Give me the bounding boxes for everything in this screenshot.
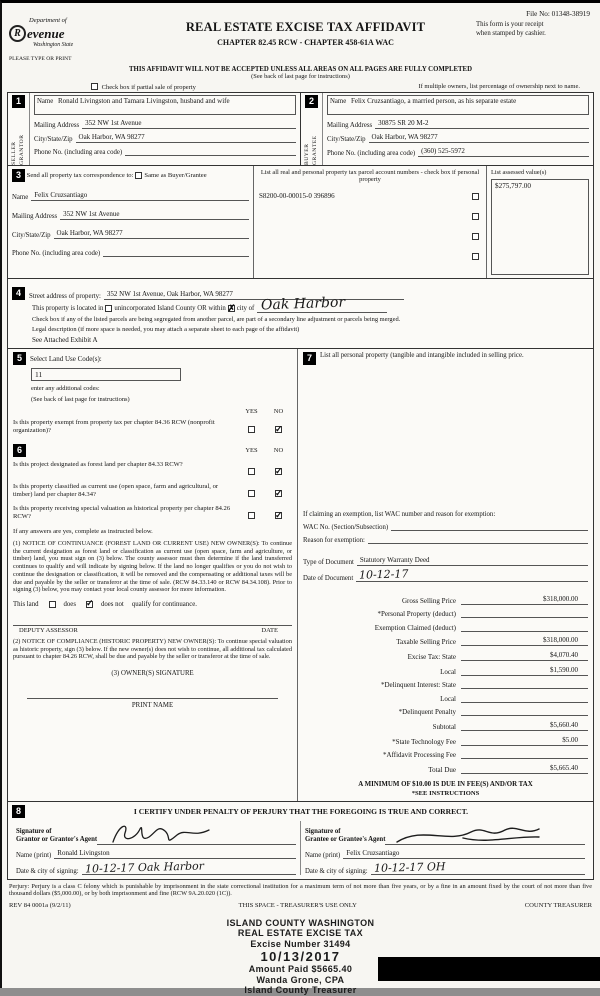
grantee-signature-label: [305, 828, 385, 845]
stamp-amount-paid: Amount Paid $5665.40: [248, 964, 353, 975]
yes-header: YES: [245, 408, 258, 415]
send-correspondence-label: Send all property tax correspondence to:: [26, 172, 134, 179]
buyer-phone-label: Phone No. (including area code): [327, 150, 416, 157]
personal-property-label: List all personal property (tangible and intangible included in selling price.: [320, 352, 524, 359]
doc-date-value[interactable]: [356, 567, 588, 582]
logo-dept-text: Department of: [29, 17, 67, 24]
buyer-name-value: Felix Cruzsantiago, a married person, as his separate estate: [350, 97, 517, 105]
deputy-assessor-label: DEPUTY ASSESSOR: [19, 626, 78, 634]
section5-see-back-note: (See back of last page for instructions): [31, 396, 130, 403]
property-location-section: [7, 278, 594, 349]
fin-row-total-due: [303, 764, 588, 774]
fin-row-value[interactable]: $1,590.00: [461, 666, 588, 676]
signature-of-label: Signature of: [16, 827, 52, 835]
partial-sale-label: Check box if partial sale of property: [101, 84, 196, 91]
grantee-side-label: GRANTEE: [312, 135, 318, 165]
parcel-personal-checkbox-1[interactable]: [472, 193, 479, 200]
section-5-number: 5: [13, 352, 26, 365]
owner-signature-label: (3) OWNER(S) SIGNATURE: [111, 670, 194, 678]
notice-continuance-body: NEW OWNER(S): To continue the current designation as forest land or classification as current use (open space, farm and agriculture, or timber) land, you must sign on (3) below. The county assessor must then determine if the land transferred continues to qualify and will indicate by signing below. If the land no longer qualifies or you do not wish to continue the designation or classification, it will be removed and the compensating or additional taxes will be due and payable by the seller or transferor at the time of sale. (RCW 84.33.140 or RCW 84.34.108). Prior to signing (3) below, you may contact your local county assessor for more information.: [13, 540, 292, 594]
correspondence-section: [7, 165, 594, 279]
deputy-assessor-line[interactable]: [13, 625, 292, 634]
signature-of-label: Signature of: [305, 827, 341, 835]
land-does-not-checkbox[interactable]: [86, 601, 93, 608]
same-as-buyer-label: Same as Buyer/Grantee: [144, 172, 207, 179]
corr-mailing-value[interactable]: 352 NW 1st Avenue: [60, 210, 249, 220]
current-use-yes-checkbox[interactable]: [248, 490, 255, 497]
notice-continuance-paragraph: [13, 540, 292, 594]
redaction-bar: [378, 957, 600, 981]
exempt-no-checkbox[interactable]: [275, 426, 282, 433]
fin-row-value[interactable]: $5,660.40: [461, 721, 588, 731]
section-2-number: 2: [305, 95, 318, 108]
fin-row-label: Local: [440, 694, 456, 703]
logo-name-text: evenue: [27, 25, 65, 41]
exempt-yes-checkbox[interactable]: [248, 426, 255, 433]
land-does-checkbox[interactable]: [49, 601, 56, 608]
fin-row-label: Exemption Claimed (deduct): [374, 623, 456, 632]
fin-row-value[interactable]: [461, 609, 588, 618]
deputy-date-label: DATE: [261, 626, 278, 634]
reason-exemption-label: Reason for exemption:: [303, 537, 365, 544]
section-7-number: 7: [303, 352, 316, 365]
fin-row-label: Local: [440, 667, 456, 676]
seller-phone-value[interactable]: [125, 147, 296, 156]
parcel-personal-checkbox-3[interactable]: [472, 233, 479, 240]
fin-row-taxable: [303, 636, 588, 646]
grantor-date-city-value[interactable]: [82, 859, 296, 876]
fin-row-label: *Delinquent Interest: State: [380, 681, 456, 690]
dor-logo: [7, 17, 135, 62]
parcel-number-value[interactable]: S8200-00-00015-0 396896: [259, 192, 335, 200]
current-use-no-checkbox[interactable]: [275, 490, 282, 497]
land-use-code-input[interactable]: 11: [31, 368, 181, 381]
doc-date-label: Date of Document: [303, 575, 354, 582]
fin-row-value[interactable]: $318,000.00: [461, 595, 588, 605]
segregated-note: Check box if any of the listed parcels are being segregated from another parcel, are part of a secondary line adjustment or parcels being merged.: [32, 316, 401, 323]
fin-row-label: *State Technology Fee: [392, 737, 456, 746]
corr-phone-label: Phone No. (including area code): [12, 250, 101, 257]
grantee-date-city-value[interactable]: [371, 859, 585, 875]
section-1-number: 1: [12, 95, 25, 108]
form-title: REAL ESTATE EXCISE TAX AFFIDAVIT: [185, 20, 426, 34]
grantor-agent-label: Grantor or Grantor's Agent: [16, 836, 98, 844]
grantee-agent-label: Grantee or Grantee's Agent: [305, 836, 386, 844]
legal-description-label: Legal description (if more space is needed, you may attach a separate sheet to each page of the affidavit): [32, 326, 300, 333]
fin-row-excise-local: [303, 666, 588, 676]
grantor-name-print-value[interactable]: Ronald Livingston: [54, 849, 296, 859]
fin-row-gross: [303, 595, 588, 605]
if-yes-note: If any answers are yes, complete as instructed below.: [13, 528, 153, 535]
personal-property-blank-area[interactable]: [303, 365, 588, 511]
fin-row-label: *Delinquent Penalty: [398, 708, 456, 717]
assessed-value-box[interactable]: [491, 179, 589, 275]
section-6-number: 6: [13, 444, 26, 457]
land-use-label: Select Land Use Code(s):: [30, 354, 102, 363]
grantor-signature-line[interactable]: [97, 821, 296, 845]
seller-rail: [8, 93, 30, 165]
fin-row-value[interactable]: $4,070.40: [461, 651, 588, 661]
historic-yes-checkbox[interactable]: [248, 512, 255, 519]
city-of-checkbox[interactable]: [228, 305, 235, 312]
grantee-date-city-handwritten: 10-12-17 OH: [373, 859, 446, 875]
fin-row-processing-fee: [303, 750, 588, 759]
forest-land-question-row: [13, 461, 292, 479]
grantee-name-print-label: Name (print): [305, 851, 341, 859]
fin-row-value[interactable]: $5.00: [461, 736, 588, 746]
exemption-note: If claiming an exemption, list WAC number and reason for exemption:: [303, 511, 496, 518]
seller-mailing-label: Mailing Address: [34, 122, 80, 129]
print-name-label: PRINT NAME: [131, 702, 174, 710]
form-footer-row: [7, 902, 594, 909]
grantor-side-label: GRANTOR: [19, 134, 25, 165]
street-address-value[interactable]: 352 NW 1st Avenue, Oak Harbor, WA 98277: [104, 290, 404, 300]
exempt-question: Is this property exempt from property tax per chapter 84.36 RCW (nonprofit organization)?: [13, 419, 215, 434]
seller-city-label: City/State/Zip: [34, 136, 73, 143]
seller-side-label: SELLER: [11, 141, 17, 165]
stamp-tax-title: REAL ESTATE EXCISE TAX: [237, 928, 364, 939]
street-address-label: Street address of property:: [29, 293, 101, 300]
please-type-note: PLEASE TYPE OR PRINT: [9, 56, 72, 62]
owner-signature-line[interactable]: [27, 677, 278, 699]
wac-label: WAC No. (Section/Subsection): [303, 524, 389, 531]
additional-codes-label: enter any additional codes:: [31, 385, 100, 392]
buyer-name-label: Name: [330, 98, 347, 105]
grantee-date-city-label: Date & city of signing:: [305, 867, 368, 875]
corr-phone-value[interactable]: [103, 248, 249, 257]
current-use-question: Is this property classified as current use (open space, farm and agricultural, or timber) land per chapter 84.34?: [13, 483, 219, 498]
section-8-number: 8: [12, 805, 25, 818]
section6-header: [13, 444, 292, 457]
fin-row-label: Taxable Selling Price: [396, 638, 456, 647]
partial-sale-checkbox[interactable]: [91, 83, 98, 90]
revenue-logo-icon: [9, 25, 26, 42]
fin-row-label: Excise Tax: State: [407, 652, 456, 661]
buyer-mailing-label: Mailing Address: [327, 122, 373, 129]
parcel-personal-checkbox-4[interactable]: [472, 253, 479, 260]
grantee-name-print-value[interactable]: Felix Cruzsantiago: [343, 849, 585, 859]
logo-initial: R: [14, 28, 21, 39]
current-use-question-row: [13, 483, 292, 501]
buyer-mailing-value[interactable]: 30875 SR 20 M-2: [375, 119, 589, 129]
rev-form-number: REV 84 0001a (9/2/11): [9, 901, 71, 909]
fin-row-value[interactable]: [461, 750, 588, 759]
form-chapter: CHAPTER 82.45 RCW - CHAPTER 458-61A WAC: [217, 38, 394, 47]
seller-city-value[interactable]: Oak Harbor, WA 98277: [76, 133, 296, 143]
grantor-signature-block: [12, 821, 300, 875]
located-pre-label: This property is located in: [32, 304, 104, 312]
stamp-county: ISLAND COUNTY WASHINGTON: [226, 917, 375, 928]
fin-row-label: Total Due: [428, 765, 456, 774]
partial-sale-row: [89, 83, 196, 91]
buyer-name-field[interactable]: [327, 95, 589, 115]
buyer-phone-value[interactable]: (360) 525-5972: [418, 147, 589, 157]
does-not-label: does not: [100, 600, 124, 608]
receipt-note: [476, 17, 594, 62]
grantee-signature-line[interactable]: [385, 821, 585, 845]
corr-city-value[interactable]: Oak Harbor, WA 98277: [54, 229, 249, 239]
seller-name-label: Name: [37, 98, 54, 105]
corr-city-label: City/State/Zip: [12, 232, 51, 239]
doc-date-handwritten: 10-12-17: [359, 567, 409, 582]
qualify-label: qualify for continuance.: [131, 600, 197, 608]
historic-question: Is this property receiving special valuation as historical property per chapter 84.26 RCW?: [13, 505, 231, 520]
city-of-handwritten-value: Oak Harbor: [261, 294, 346, 314]
notice-compliance-body: NEW OWNER(S): To continue special valuation as historic property, sign (3) below. If the new owner(s) does not wish to continue, all additional tax calculated pursuant to chapter 84.26 RCW, shall be due and payable by the seller or transferor at the time of sale.: [13, 637, 292, 661]
parties-section: [7, 92, 594, 166]
parcel-personal-checkbox-2[interactable]: [472, 213, 479, 220]
treasurer-space-label: THIS SPACE - TREASURER'S USE ONLY: [238, 901, 357, 909]
wac-value[interactable]: [391, 522, 588, 531]
corr-name-label: Name: [12, 194, 29, 201]
section-3-number: 3: [12, 169, 25, 182]
fin-row-label: Gross Selling Price: [401, 596, 456, 605]
exempt-question-row: [13, 419, 292, 437]
fin-row-label: *Personal Property (deduct): [377, 610, 456, 619]
fin-row-exemption-deduct: [303, 623, 588, 632]
certify-statement: I CERTIFY UNDER PENALTY OF PERJURY THAT THE FOREGOING IS TRUE AND CORRECT.: [133, 806, 469, 816]
fin-row-delinquent-local: [303, 694, 588, 703]
see-instructions-note: *SEE INSTRUCTIONS: [411, 789, 480, 797]
fin-row-personal-deduct: [303, 609, 588, 618]
grantee-signature-block: [300, 821, 589, 875]
buyer-city-value[interactable]: Oak Harbor, WA 98277: [369, 133, 589, 143]
forest-yes-checkbox[interactable]: [248, 468, 255, 475]
seller-name-value: Ronald Livingston and Tamara Livingston, husband and wife: [57, 97, 230, 105]
fin-row-value[interactable]: [461, 680, 588, 689]
fin-row-value[interactable]: [461, 623, 588, 632]
unincorporated-checkbox[interactable]: [105, 305, 112, 312]
fin-row-excise-state: [303, 651, 588, 661]
fin-row-value[interactable]: [461, 694, 588, 703]
doc-type-label: Type of Document: [303, 559, 354, 566]
land-qualify-row: [13, 601, 292, 608]
fin-row-value[interactable]: $5,665.40: [461, 764, 588, 774]
fin-row-label: Subtotal: [432, 722, 456, 731]
fin-row-value[interactable]: $318,000.00: [461, 636, 588, 646]
section6-yes-header: YES: [245, 447, 258, 454]
doc-type-value[interactable]: Statutory Warranty Deed: [357, 556, 588, 566]
stamp-excise-number: Excise Number 31494: [250, 938, 351, 949]
fin-row-tech-fee: [303, 736, 588, 746]
corr-name-value[interactable]: Felix Cruzsantiago: [31, 191, 249, 201]
section6-no-header: NO: [273, 447, 284, 454]
grantor-name-print-label: Name (print): [16, 851, 52, 859]
stamp-treasurer-title: Island County Treasurer: [244, 985, 357, 996]
buyer-rail: [301, 93, 323, 165]
city-of-label: city of: [236, 304, 255, 312]
historic-no-checkbox[interactable]: [275, 512, 282, 519]
reason-exemption-value[interactable]: [368, 535, 588, 544]
unincorporated-label: unincorporated Island County OR within: [114, 304, 226, 312]
stamp-date: 10/13/2017: [260, 949, 341, 965]
same-as-buyer-checkbox[interactable]: [135, 172, 142, 179]
stamp-treasurer-name: Wanda Grone, CPA: [256, 974, 345, 985]
does-label: does: [63, 600, 76, 608]
notice-compliance-title: (2) NOTICE OF COMPLIANCE (HISTORIC PROPERTY): [13, 637, 166, 645]
grantor-date-city-label: Date & city of signing:: [16, 867, 79, 875]
fin-row-label: *Affidavit Processing Fee: [383, 751, 456, 760]
certification-section: [7, 801, 594, 880]
corr-mailing-label: Mailing Address: [12, 213, 58, 220]
grantor-signature-ink: [105, 820, 215, 850]
receipt-note-line2: when stamped by cashier.: [476, 29, 546, 37]
county-treasurer-label: COUNTY TREASURER: [524, 901, 592, 909]
seller-grantor-section: [8, 93, 300, 165]
assessed-value: $275,797.00: [495, 182, 531, 190]
forest-land-question: Is this project designated as forest land per chapter 84.33 RCW?: [13, 461, 183, 468]
seller-phone-label: Phone No. (including area code): [34, 149, 123, 156]
buyer-grantee-section: [300, 93, 593, 165]
city-of-field[interactable]: [257, 294, 387, 314]
exhibit-note: See Attached Exhibit A: [32, 336, 98, 344]
notice-continuance-title: (1) NOTICE OF CONTINUANCE (FOREST LAND OR CURRENT USE): [13, 540, 209, 547]
section5-yes-no-header: [13, 408, 292, 415]
seller-name-field[interactable]: [34, 95, 296, 115]
this-land-label: This land: [13, 600, 39, 608]
buyer-side-label: BUYER: [304, 143, 310, 165]
receipt-note-line1: This form is your receipt: [476, 21, 544, 28]
forest-no-checkbox[interactable]: [275, 468, 282, 475]
see-back-note: (See back of last page for instructions): [251, 73, 350, 80]
middle-section: [7, 348, 594, 802]
grantor-date-city-handwritten: 10-12-17 Oak Harbor: [84, 859, 204, 876]
perjury-statement: Perjury: Perjury is a class C felony which is punishable by imprisonment in the state correctional institution for a maximum term of not more than five years, or by a fine in an amount fixed by the court of not more than five thousand dollars ($5,000.00), or by both imprisonment and fine (RCW 9A.20.020 (1C)).: [9, 882, 592, 898]
historic-question-row: [13, 505, 292, 523]
fin-row-subtotal: [303, 721, 588, 731]
form-header: [7, 17, 594, 62]
notice-compliance-paragraph: [13, 638, 292, 661]
grantor-signature-label: [16, 828, 97, 845]
assessed-value-header: List assessed value(s): [491, 169, 547, 176]
pre-section-row: [89, 83, 580, 91]
warning-text: THIS AFFIDAVIT WILL NOT BE ACCEPTED UNLESS ALL AREAS ON ALL PAGES ARE FULLY COMPLETED: [129, 66, 472, 73]
seller-mailing-value[interactable]: 352 NW 1st Avenue: [82, 119, 296, 129]
no-header: NO: [273, 408, 284, 415]
section-4-number: 4: [12, 287, 25, 300]
parcel-numbers-header: List all real and personal property tax parcel account numbers - check box if personal property: [260, 169, 480, 183]
fin-row-delinquent-state: [303, 680, 588, 689]
fin-row-delinquent-penalty: [303, 707, 588, 716]
fin-row-value[interactable]: [461, 707, 588, 716]
logo-state-text: Washington State: [33, 42, 74, 48]
multiple-owners-note: If multiple owners, list percentage of ownership next to name.: [418, 83, 580, 90]
file-number: File No: 01348-38919: [526, 10, 590, 18]
buyer-city-label: City/State/Zip: [327, 136, 366, 143]
minimum-due-note: A MINIMUM OF $10.00 IS DUE IN FEE(S) AND/OR TAX: [358, 780, 533, 788]
grantee-signature-ink: [393, 822, 543, 850]
